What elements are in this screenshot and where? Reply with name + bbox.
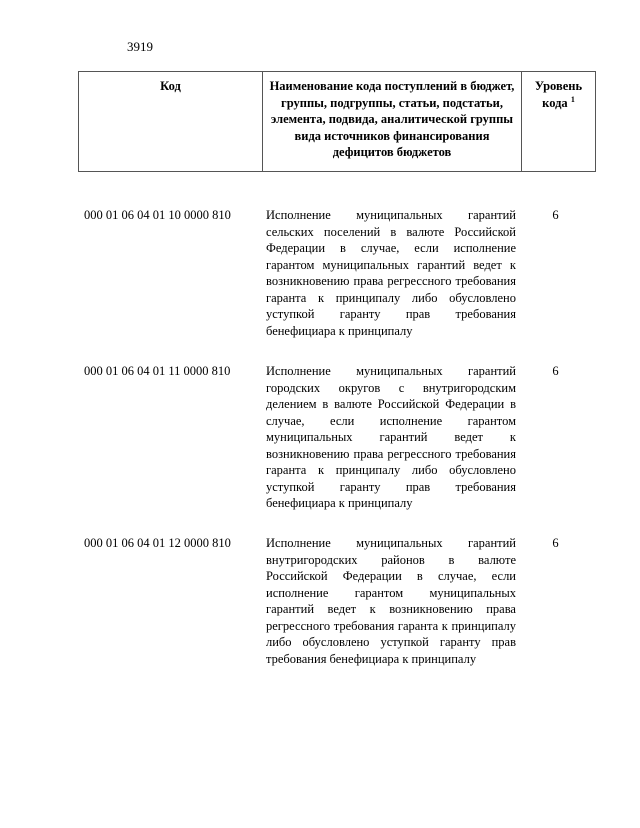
row-code: 000 01 06 04 01 12 0000 810 [84,536,231,550]
page-number: 3919 [127,39,153,54]
row-level: 6 [552,536,559,550]
row-name: Исполнение муниципальных гарантий городских округов с внутригородским делением в валюте Российской Федерации в случае, если исполнение гарантом муниципальных гарантий ведет к возникновению права регрессного требования гаранта к принципалу либо обусловлено уступкой гаранту прав требования бенефициара к принципалу [266,364,516,510]
table-header [78,71,596,172]
header-level-footnote: 1 [570,94,575,104]
table-body [78,207,595,667]
header-level-cell [522,72,596,172]
header-level: Уровень кода [534,79,583,110]
row-name: Исполнение муниципальных гарантий сельских поселений в валюте Российской Федерации в случае, если исполнение гарантом муниципальных гарантий ведет к возникновению права регрессного требования гаранта к принципалу либо обусловлено уступкой гаранту прав требования бенефициара к принципалу [266,208,516,338]
row-name: Исполнение муниципальных гарантий внутригородских районов в валюте Российской Федерации в случае, если исполнение гарантом муниципальных гарантий ведет к возникновению права регрессного требования гаранта к принципалу либо обусловлено уступкой гаранту прав требования бенефициара к принципалу [266,536,516,666]
row-level: 6 [552,364,559,378]
header-name: Наименование кода поступлений в бюджет, группы, подгруппы, статьи, подстатьи, элемента, подвида, аналитической группы вида источников финансирования дефицитов бюджетов [263,72,522,172]
table-row [78,535,595,667]
row-code: 000 01 06 04 01 10 0000 810 [84,208,231,222]
row-level: 6 [552,208,559,222]
table-row [78,207,595,363]
row-code: 000 01 06 04 01 11 0000 810 [84,364,231,378]
table-row [78,363,595,535]
header-code: Код [79,72,263,172]
